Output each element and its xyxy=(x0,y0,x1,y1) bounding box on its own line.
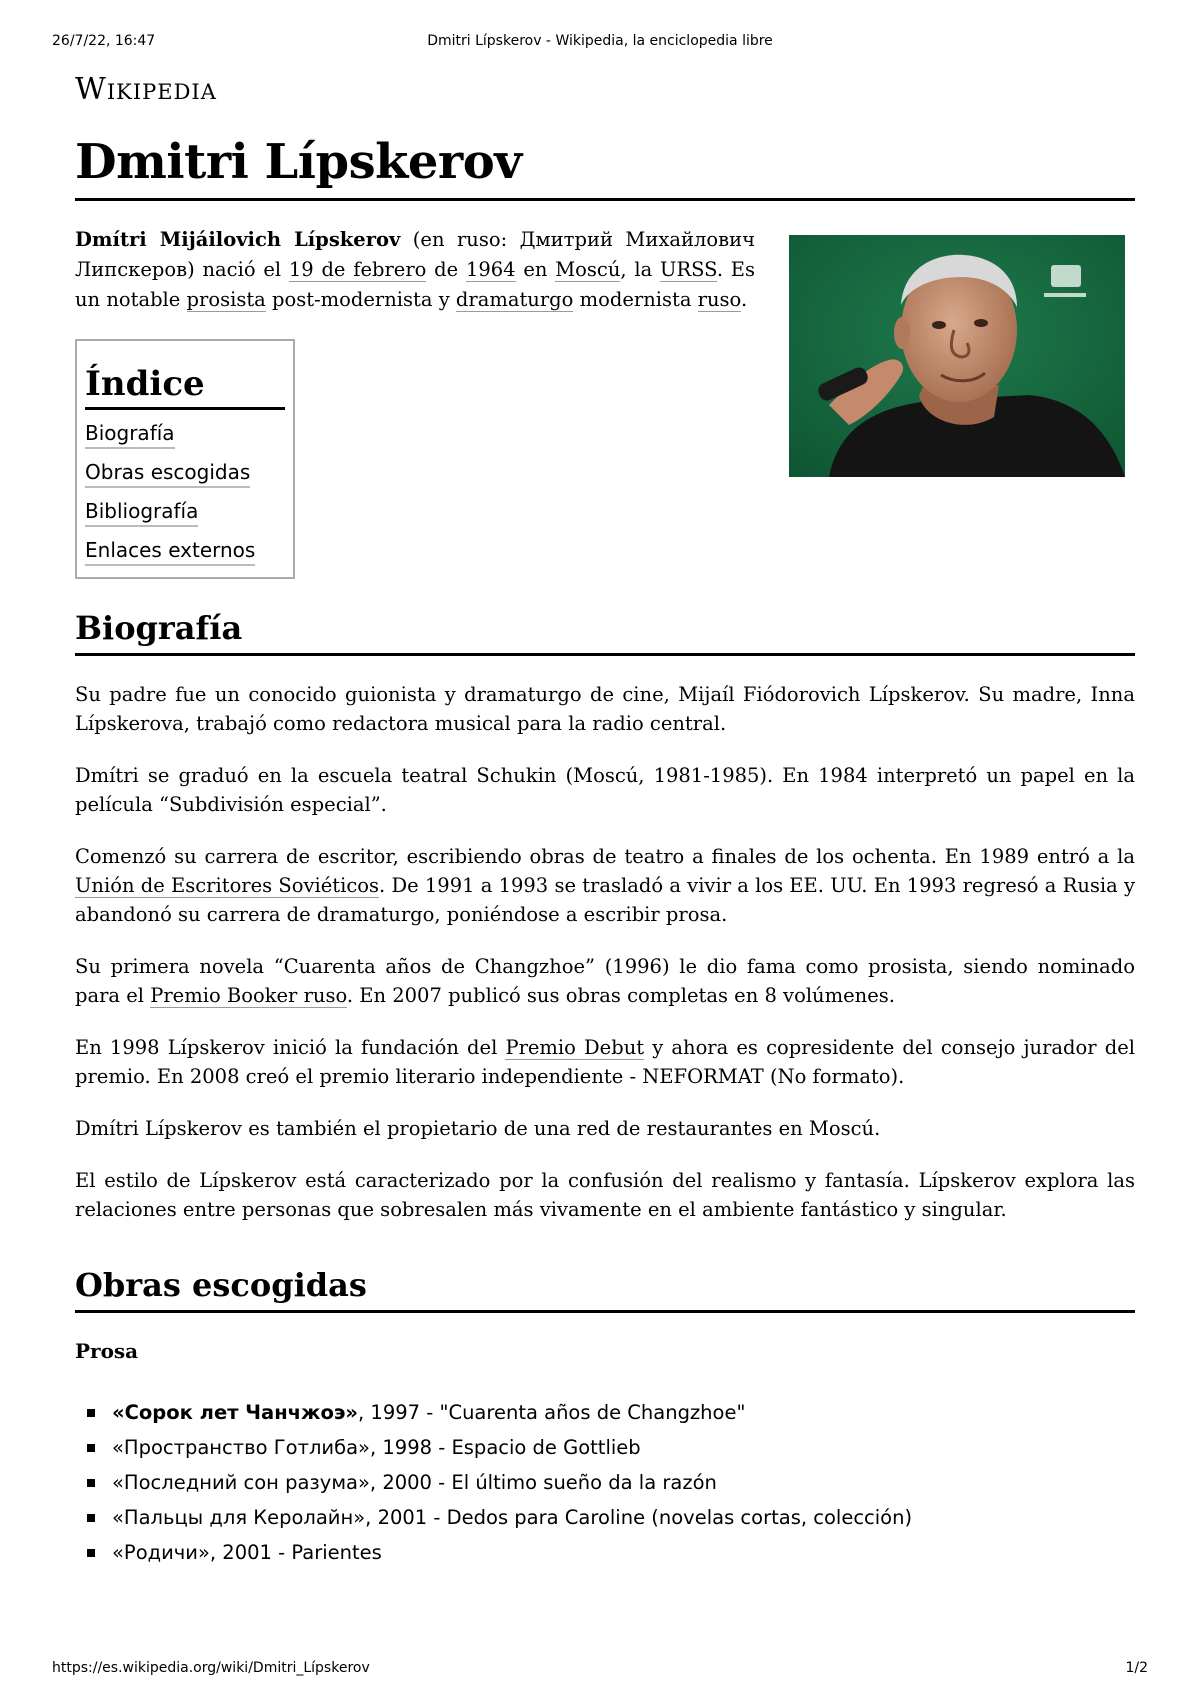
article-content xyxy=(75,70,1135,1570)
list-item xyxy=(87,1465,1135,1500)
bio-text: En 1998 Lípskerov inició la fundación del xyxy=(75,1036,506,1059)
print-date: 26/7/22, 16:47 xyxy=(52,33,156,49)
toc-link-bibliografia[interactable]: Bibliografía xyxy=(85,499,198,527)
section-heading-obras-escogidas: Obras escogidas xyxy=(75,1264,1135,1313)
toc-item-enlaces xyxy=(85,537,285,563)
section-heading-biografia: Biografía xyxy=(75,607,1135,656)
print-header xyxy=(52,33,1148,53)
link-moscu[interactable]: Moscú xyxy=(555,258,621,281)
work-title-ru: «Пространство Готлиба» xyxy=(112,1436,370,1459)
works-list xyxy=(75,1395,1135,1570)
bio-text: . De 1991 a 1993 se trasladó a vivir a los EE. UU. En 1993 regresó a Rusia y abandonó su carrera de dramaturgo, poniéndose a escribir prosa. xyxy=(75,874,1135,926)
print-footer xyxy=(52,1660,1148,1680)
toc-link-enlaces-externos[interactable]: Enlaces externos xyxy=(85,538,255,566)
lead-text: en xyxy=(515,258,556,281)
bio-text: Comenzó su carrera de escritor, escribiendo obras de teatro a finales de los ochenta. En 1989 entró a la xyxy=(75,845,1135,868)
table-of-contents xyxy=(75,339,295,579)
lead-text: de xyxy=(426,258,466,281)
portrait-image[interactable] xyxy=(789,235,1125,477)
toc-title: Índice xyxy=(85,363,285,410)
lead-text: . Es un notable xyxy=(75,258,756,311)
lead-section xyxy=(75,225,1135,579)
wikipedia-logo[interactable]: Wikipedia xyxy=(75,72,217,107)
bio-paragraph-3 xyxy=(75,842,1135,929)
list-item xyxy=(87,1535,1135,1570)
print-page-number: 1/2 xyxy=(1125,1660,1148,1676)
work-title-ru: «Последний сон разума» xyxy=(112,1471,370,1494)
link-urss[interactable]: URSS xyxy=(660,258,717,281)
work-details: , 2001 - Parientes xyxy=(209,1541,382,1564)
bio-text: Su primera novela “Cuarenta años de Changzhoe” (1996) le dio fama como prosista, siendo nominado para el xyxy=(75,955,1135,1007)
bullet-icon xyxy=(87,1479,95,1487)
bio-paragraph-6: Dmítri Lípskerov es también el propietario de una red de restaurantes en Moscú. xyxy=(75,1117,881,1140)
bio-paragraph-4 xyxy=(75,952,1135,1010)
bullet-icon xyxy=(87,1409,95,1417)
lead-paragraph xyxy=(75,225,755,315)
toc-link-biografia[interactable]: Biografía xyxy=(85,421,175,449)
link-premio-debut[interactable]: Premio Debut xyxy=(505,1036,645,1059)
work-details: , 1997 - "Cuarenta años de Changzhoe" xyxy=(358,1401,746,1424)
lead-text: , la xyxy=(620,258,661,281)
link-prosista[interactable]: prosista xyxy=(186,288,266,311)
lead-text: (en ruso: Дмитрий Михайлович Липскеров) nació el xyxy=(75,228,755,281)
work-title-ru: «Родичи» xyxy=(112,1541,210,1564)
link-union-de-escritores-sovieticos[interactable]: Unión de Escritores Soviéticos xyxy=(75,874,380,897)
toc-item-obras xyxy=(85,459,285,485)
link-premio-booker-ruso[interactable]: Premio Booker ruso xyxy=(150,984,347,1007)
bio-paragraph-5 xyxy=(75,1033,1135,1091)
link-dramaturgo[interactable]: dramaturgo xyxy=(455,288,574,311)
bio-text: y ahora es copresidente del consejo jurador del premio. En 2008 creó el premio literario independiente - NEFORMAT (No formato). xyxy=(75,1036,1135,1088)
print-document-title: Dmitri Lípskerov - Wikipedia, la enciclopedia libre xyxy=(427,33,773,49)
link-ruso[interactable]: ruso xyxy=(697,288,741,311)
link-1964[interactable]: 1964 xyxy=(465,258,516,281)
lead-text: modernista xyxy=(573,288,698,311)
link-19-de-febrero[interactable]: 19 de febrero xyxy=(288,258,427,281)
bio-text: . En 2007 publicó sus obras completas en 8 volúmenes. xyxy=(346,984,895,1007)
lead-text: post-modernista y xyxy=(265,288,456,311)
bio-paragraph-1: Su padre fue un conocido guionista y dramaturgo de cine, Mijaíl Fiódorovich Lípskerov. Su madre, Inna Lípskerova, trabajó como redactora musical para la radio central. xyxy=(75,683,1135,735)
subject-name: Dmítri Mijáilovich Lípskerov xyxy=(75,228,401,251)
work-details: , 1998 - Espacio de Gottlieb xyxy=(370,1436,641,1459)
page-title: Dmitri Lípskerov xyxy=(75,132,1135,201)
toc-item-biografia xyxy=(85,420,285,446)
subheading-prosa: Prosa xyxy=(75,1339,139,1363)
list-item xyxy=(87,1395,1135,1430)
work-details: , 2001 - Dedos para Caroline (novelas cortas, colección) xyxy=(365,1506,913,1529)
bullet-icon xyxy=(87,1514,95,1522)
toc-link-obras-escogidas[interactable]: Obras escogidas xyxy=(85,460,250,488)
lead-text: . xyxy=(740,288,748,311)
bullet-icon xyxy=(87,1549,95,1557)
list-item xyxy=(87,1430,1135,1465)
work-details: , 2000 - El último sueño da la razón xyxy=(369,1471,717,1494)
work-title-ru: «Пальцы для Керолайн» xyxy=(112,1506,366,1529)
toc-item-bibliografia xyxy=(85,498,285,524)
bullet-icon xyxy=(87,1444,95,1452)
list-item xyxy=(87,1500,1135,1535)
bio-paragraph-2: Dmítri se graduó en la escuela teatral Schukin (Moscú, 1981-1985). En 1984 interpretó un papel en la película “Subdivisión especial”. xyxy=(75,764,1135,816)
print-url: https://es.wikipedia.org/wiki/Dmitri_Lípskerov xyxy=(52,1660,370,1676)
work-title-ru: «Сорок лет Чанчжоэ» xyxy=(112,1401,359,1424)
bio-paragraph-7: El estilo de Lípskerov está caracterizado por la confusión del realismo y fantasía. Lípskerov explora las relaciones entre personas que sobresalen más vivamente en el ambiente fantástico y singular. xyxy=(75,1169,1135,1221)
